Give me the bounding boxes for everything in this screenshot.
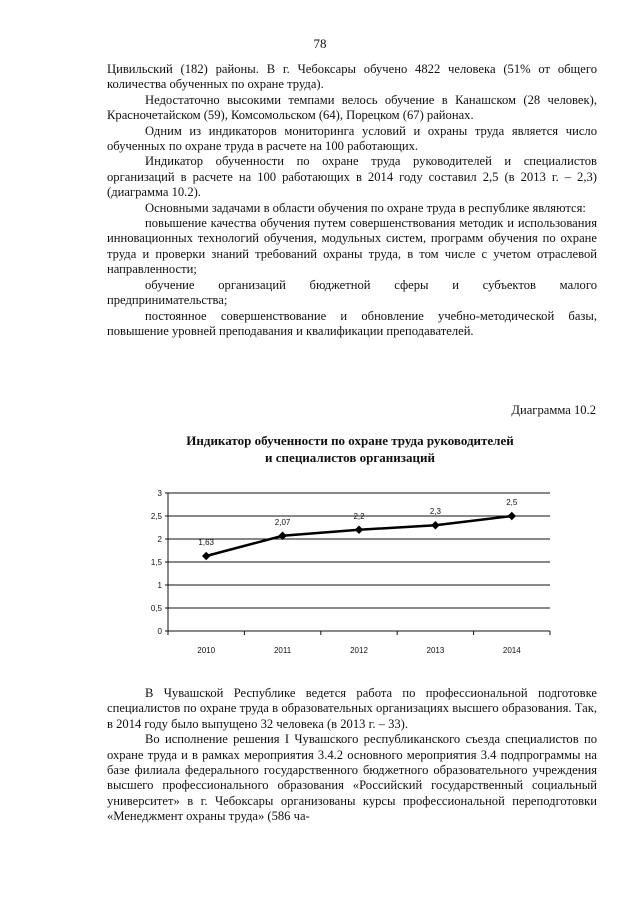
x-tick-label: 2012 (350, 646, 368, 655)
chart-title (100, 432, 600, 466)
y-tick-label: 2,5 (150, 512, 162, 521)
data-label: 2,5 (506, 498, 518, 507)
data-label: 2,07 (274, 517, 291, 527)
list-item: постоянное совершенствование и обновление учебно-методической базы, повышение уровней преподавания и квалификации преподавателей. (107, 308, 597, 338)
paragraph-continuation: Цивильский (182) районы. В г. Чебоксары обучено 4822 человека (51% от общего количества обученных по охране труда). (107, 62, 597, 92)
diagram-label: Диаграмма 10.2 (511, 403, 596, 417)
data-label: 2,2 (353, 511, 365, 521)
paragraph: Индикатор обученности по охране труда руководителей и специалистов организаций в расчете на 100 работающих в 2014 году составил 2,5 (в 2013 г. – 2,3) (диаграмма 10.2). (107, 154, 597, 200)
x-tick-label: 2013 (426, 646, 445, 655)
paragraph: В Чувашской Республике ведется работа по профессиональной подготовке специалистов по охране труда в образовательных организациях высшего образования. Так, в 2014 году было выпущено 32 человека (в 2013 г. – 33). (107, 686, 597, 731)
chart-title-line: Индикатор обученности по охране труда руководителей (186, 433, 514, 448)
paragraph: Недостаточно высокими темпами велось обучение в Канашском (28 человек), Красночетайском (59), Комсомольском (64), Порецком (67) районах. (107, 92, 597, 123)
y-tick-label: 1 (157, 581, 162, 590)
line-chart (140, 480, 580, 660)
top-text-block (107, 62, 597, 339)
data-point (202, 552, 210, 560)
y-tick-label: 0,5 (150, 604, 162, 613)
bottom-text-block (107, 686, 597, 825)
series-line (206, 516, 512, 556)
data-label: 2,3 (429, 507, 441, 517)
x-tick-label: 2014 (502, 646, 521, 655)
paragraph: Во исполнение решения I Чувашского республиканского съезда специалистов по охране труда и в рамках мероприятия 3.4.2 основного мероприятия 3.4 подпрограммы на базе филиала федерального государственного бюджетного образовательного учреждения высшего профессионального образования «Российский государственный социальный университет» в г. Чебоксары организованы курсы профессиональной переподготовки «Менеджмент охраны труда» (586 ча- (107, 732, 597, 824)
y-tick-label: 0 (157, 627, 162, 636)
data-point (431, 521, 439, 529)
y-tick-label: 1,5 (150, 558, 162, 567)
paragraph: Основными задачами в области обучения по охране труда в республике являются: (145, 200, 586, 215)
data-point (508, 512, 516, 520)
x-tick-label: 2010 (197, 646, 216, 655)
chart-title-line: и специалистов организаций (265, 450, 435, 465)
x-tick-label: 2011 (273, 646, 292, 655)
y-tick-label: 3 (157, 489, 162, 498)
y-tick-label: 2 (157, 535, 162, 544)
page-number: 78 (313, 36, 327, 51)
paragraph: Одним из индикаторов мониторинга условий и охраны труда является число обученных по охране труда в расчете на 100 работающих. (107, 123, 597, 154)
list-item: обучение организаций бюджетной сферы и субъектов малого предпринимательства; (107, 277, 597, 308)
data-point (355, 526, 363, 534)
list-item: повышение качества обучения путем совершенствования методик и использования инновационных технологий обучения, модульных систем, программ обучения по охране труда и проверки знаний требований охраны труда, в том числе с учетом отраслевой направленности; (107, 216, 597, 277)
data-label: 1,63 (198, 538, 214, 548)
